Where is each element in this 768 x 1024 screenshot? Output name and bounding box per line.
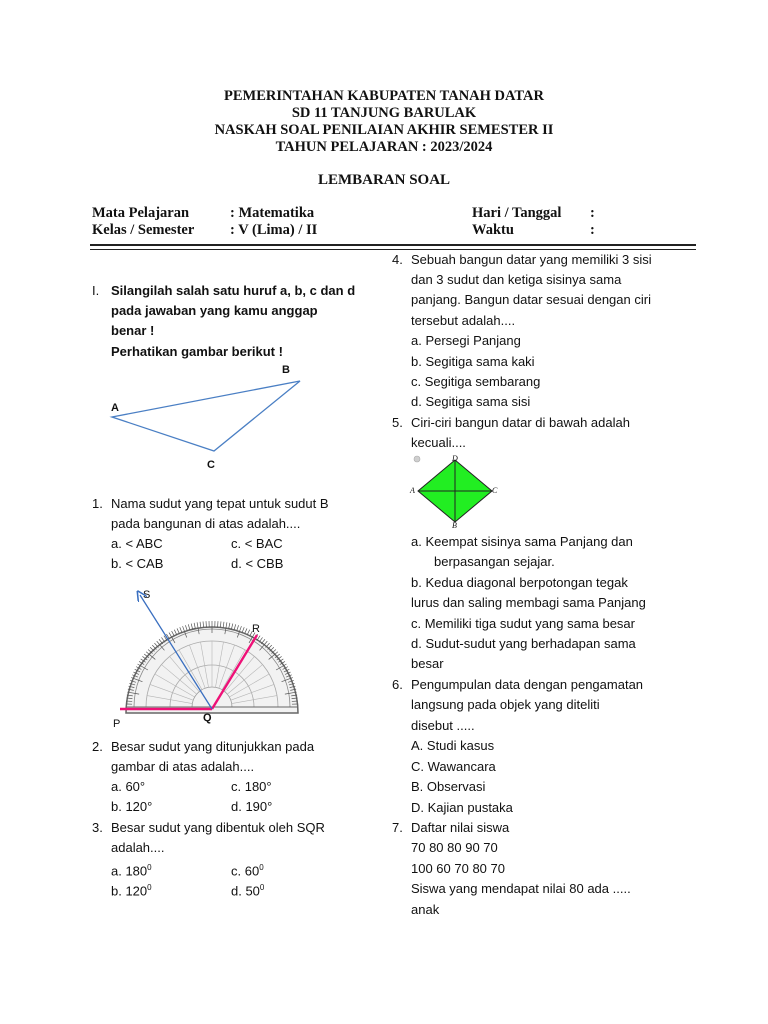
q2-option-a: a. 60° (111, 779, 146, 794)
header-divider-thick (90, 244, 696, 246)
date-label: Hari / Tanggal (472, 205, 562, 221)
header-line-4: TAHUN PELAJARAN : 2023/2024 (275, 139, 493, 155)
section-instruction-4: Perhatikan gambar berikut ! (111, 344, 283, 359)
q7-text-3: 100 60 70 80 70 (411, 861, 505, 876)
q2-text-1: Besar sudut yang ditunjukkan pada (111, 739, 315, 754)
subject-value: : Matematika (230, 205, 315, 221)
corner-dot (414, 456, 420, 462)
q5-option-a-line-1: a. Keempat sisinya sama Panjang dan (411, 534, 633, 549)
section-instruction-2: pada jawaban yang kamu anggap (111, 303, 318, 318)
rhombus-figure (405, 452, 505, 532)
q3-text-1: Besar sudut yang dibentuk oleh SQR (111, 820, 325, 835)
q6-option-d: D. Kajian pustaka (411, 800, 513, 815)
header-divider-thin (90, 249, 696, 250)
protractor-tick (185, 625, 187, 631)
protractor-tick (180, 627, 182, 633)
q5-option-d-line-2: besar (411, 656, 444, 671)
q1-option-d: d. < CBB (231, 556, 284, 571)
q1-text-1: Nama sudut yang tepat untuk sudut B (111, 496, 329, 511)
q7-text-1: Daftar nilai siswa (411, 820, 510, 835)
q3-number: 3. (92, 820, 103, 835)
class-value: : V (Lima) / II (230, 222, 318, 238)
protractor-tick (194, 623, 195, 629)
q4-text-4: tersebut adalah.... (411, 313, 516, 328)
protractor-tick (242, 627, 244, 633)
q6-text-2: langsung pada objek yang diteliti (411, 697, 600, 712)
q6-option-a: A. Studi kasus (411, 738, 495, 753)
q2-text-2: gambar di atas adalah.... (111, 759, 255, 774)
q5-option-b-line-2: lurus dan saling membagi sama Panjang (411, 595, 646, 610)
q1-option-b: b. < CAB (111, 556, 164, 571)
section-instruction-3: benar ! (111, 323, 155, 338)
rhombus-label-c: C (492, 486, 498, 495)
q6-option-c: C. Wawancara (411, 759, 496, 774)
q4-text-2: dan 3 sudut dan ketiga sisinya sama (411, 272, 622, 287)
header-line-3: NASKAH SOAL PENILAIAN AKHIR SEMESTER II (214, 122, 554, 138)
q6-text-1: Pengumpulan data dengan pengamatan (411, 677, 644, 692)
protractor-tick (220, 621, 221, 627)
date-value: : (590, 205, 595, 221)
q3-option-b-text: b. 120 (111, 883, 148, 899)
protractor-tick (191, 624, 192, 630)
time-value: : (590, 222, 595, 238)
subject-label: Mata Pelajaran (92, 205, 190, 221)
section-instruction-1: Silangilah salah satu huruf a, b, c dan d (111, 283, 356, 298)
q4-option-c: c. Segitiga sembarang (411, 374, 541, 389)
triangle-label-c: C (207, 459, 215, 471)
q7-text-4: Siswa yang mendapat nilai 80 ada ..... (411, 881, 631, 896)
protractor-tick (203, 621, 204, 627)
q5-text-1: Ciri-ciri bangun datar di bawah adalah (411, 415, 630, 430)
q4-number: 4. (392, 252, 403, 267)
protractor-label-r: R (252, 623, 260, 635)
q4-option-d: d. Segitiga sama sisi (411, 394, 531, 409)
q4-text-1: Sebuah bangun datar yang memiliki 3 sisi (411, 252, 652, 267)
time-label: Waktu (472, 222, 514, 238)
rhombus-label-d: D (452, 454, 458, 463)
protractor-figure (110, 585, 310, 730)
protractor-tick (200, 622, 201, 628)
q6-number: 6. (392, 677, 403, 692)
q4-option-a: a. Persegi Panjang (411, 333, 521, 348)
q3-option-d (231, 880, 264, 899)
q2-option-c: c. 180° (231, 779, 272, 794)
protractor-label-q: Q (203, 712, 212, 724)
protractor-tick (237, 625, 239, 631)
triangle-abc (112, 381, 300, 451)
q3-option-c-degree: 0 (259, 863, 264, 872)
section-number: I. (92, 283, 100, 298)
q3-option-a (111, 860, 152, 879)
q3-option-c-text: c. 60 (231, 863, 260, 879)
sheet-title: LEMBARAN SOAL (317, 172, 451, 188)
protractor-label-p: P (113, 718, 121, 730)
q2-option-d: d. 190° (231, 799, 273, 814)
q5-number: 5. (392, 415, 403, 430)
q3-option-a-text: a. 180 (111, 863, 148, 879)
protractor-tick (229, 623, 230, 629)
q2-option-b: b. 120° (111, 799, 153, 814)
header-line-1: PEMERINTAHAN KABUPATEN TANAH DATAR (224, 88, 544, 104)
q5-text-2: kecuali.... (411, 435, 466, 450)
q5-option-a-line-2: berpasangan sejajar. (434, 554, 555, 569)
triangle-label-a: A (111, 402, 119, 414)
protractor-tick (234, 624, 236, 630)
q7-number: 7. (392, 820, 403, 835)
q1-option-a: a. < ABC (111, 536, 163, 551)
q3-option-b-degree: 0 (147, 883, 152, 892)
q1-number: 1. (92, 496, 103, 511)
q7-text-5: anak (411, 902, 440, 917)
protractor-tick (231, 624, 232, 630)
rhombus-label-b: B (452, 521, 457, 530)
q3-text-2: adalah.... (111, 840, 165, 855)
q5-option-d-line-1: d. Sudut-sudut yang berhadapan sama (411, 636, 636, 651)
rhombus-label-a: A (410, 486, 415, 495)
q3-option-d-text: d. 50 (231, 883, 260, 899)
q4-option-b: b. Segitiga sama kaki (411, 354, 535, 369)
protractor-label-s: S (143, 589, 151, 601)
class-label: Kelas / Semester (92, 222, 195, 238)
q1-option-c: c. < BAC (231, 536, 283, 551)
protractor-tick (188, 624, 190, 630)
q3-option-a-degree: 0 (147, 863, 152, 872)
q6-option-b: B. Observasi (411, 779, 486, 794)
q3-option-d-degree: 0 (259, 883, 265, 892)
triangle-label-b: B (282, 364, 290, 376)
q3-option-c (231, 860, 264, 879)
q1-text-2: pada bangunan di atas adalah.... (111, 516, 301, 531)
q5-option-b-line-1: b. Kedua diagonal berpotongan tegak (411, 575, 628, 590)
q3-option-b (111, 880, 152, 899)
q6-text-3: disebut ..... (411, 718, 475, 733)
q5-option-c: c. Memiliki tiga sudut yang sama besar (411, 616, 635, 631)
protractor-tick (223, 622, 224, 628)
header-line-2: SD 11 TANJUNG BARULAK (291, 105, 477, 121)
q2-number: 2. (92, 739, 103, 754)
q4-text-3: panjang. Bangun datar sesuai dengan ciri (411, 292, 651, 307)
q7-text-2: 70 80 80 90 70 (411, 840, 498, 855)
